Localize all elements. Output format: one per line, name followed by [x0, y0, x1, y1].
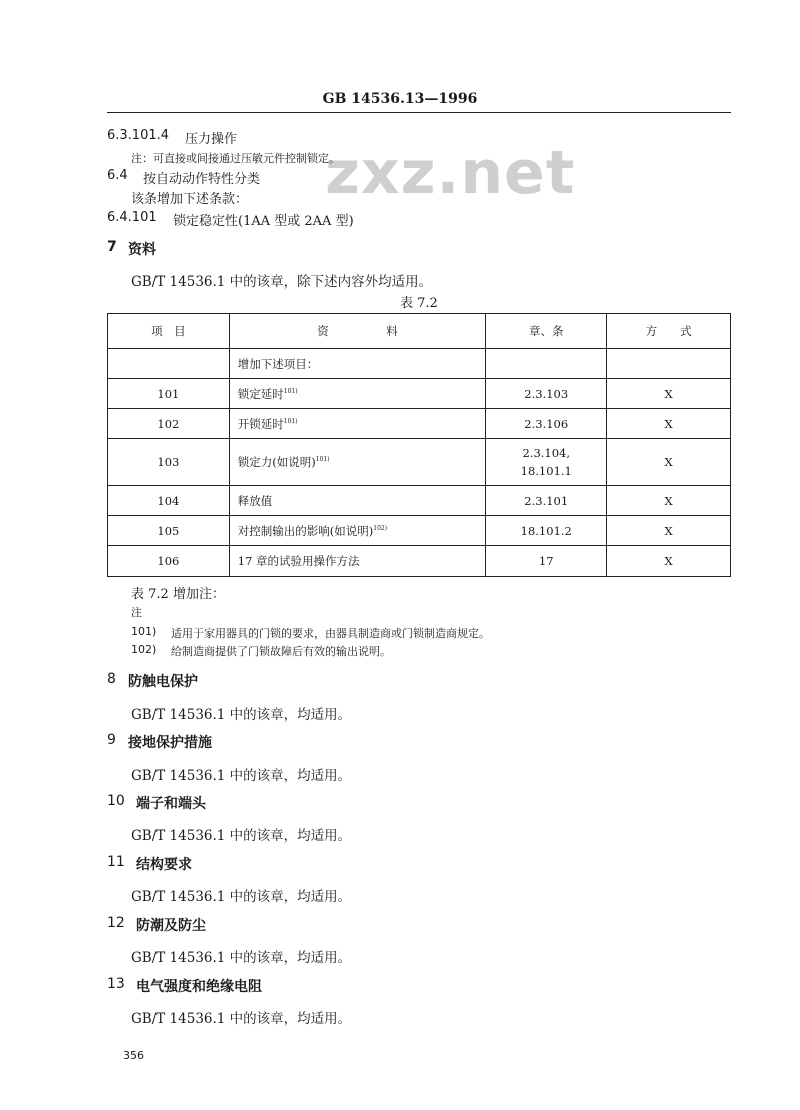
- row-info-text: 17 章的试验用操作方法: [237, 554, 360, 568]
- clause-6-4-text: 该条增加下述条款：: [131, 192, 249, 207]
- section-13-title: 电气强度和绝缘电阻: [136, 979, 262, 995]
- clause-6-4-title: 按自动动作特性分类: [143, 172, 261, 187]
- section-13-number: 13: [107, 976, 125, 992]
- header-item: 项 目: [108, 314, 230, 349]
- section-10-number: 10: [107, 793, 125, 809]
- row-method: X: [607, 516, 731, 546]
- clause-6-4-101-number: 6.4.101: [107, 210, 157, 225]
- table-7-2: [107, 313, 731, 577]
- clause-6-4-number: 6.4: [107, 168, 128, 183]
- row-info: [229, 409, 486, 439]
- section-7-paragraph: GB/T 14536.1 中的该章，除下述内容外均适用。: [131, 274, 433, 290]
- table-intro-row: [108, 349, 731, 379]
- table-row: [108, 486, 731, 516]
- section-10-title: 端子和端头: [136, 796, 206, 812]
- note-102-number: 102): [131, 643, 157, 656]
- document-header: GB 14536.13—1996: [322, 91, 478, 107]
- section-9-title: 接地保护措施: [128, 735, 212, 751]
- note-102-text: 给制造商提供了门锁故障后有效的输出说明。: [171, 645, 391, 658]
- row-info: [229, 379, 486, 409]
- row-footnote-ref: 101): [283, 417, 298, 425]
- row-method: X: [607, 546, 731, 577]
- section-11-number: 11: [107, 854, 125, 870]
- row-method: X: [607, 486, 731, 516]
- row-item: 104: [108, 486, 230, 516]
- section-8-number: 8: [107, 671, 116, 687]
- intro-text: 增加下述项目：: [229, 349, 486, 379]
- table-header-row: [108, 314, 731, 349]
- section-8-paragraph: GB/T 14536.1 中的该章，均适用。: [131, 707, 352, 723]
- table-row: [108, 516, 731, 546]
- header-clause: 章、条: [486, 314, 607, 349]
- row-clause: 2.3.103: [486, 379, 607, 409]
- section-7-number: 7: [107, 239, 117, 255]
- row-method: X: [607, 409, 731, 439]
- row-info-text: 释放值: [237, 493, 273, 508]
- table-row: [108, 546, 731, 577]
- section-9-number: 9: [107, 732, 116, 748]
- section-13-paragraph: GB/T 14536.1 中的该章，均适用。: [131, 1011, 352, 1027]
- row-item: 103: [108, 439, 230, 486]
- row-info-text: 锁定力(如说明): [237, 455, 316, 469]
- clause-6-4-101-title: 锁定稳定性(1AA 型或 2AA 型): [173, 214, 354, 229]
- row-footnote-ref: 102): [373, 524, 388, 532]
- row-clause: 2.3.101: [486, 486, 607, 516]
- note-label: 注: [131, 606, 142, 619]
- table-row: [108, 409, 731, 439]
- row-clause: 18.101.2: [486, 516, 607, 546]
- row-info: [229, 546, 486, 577]
- watermark: zxz.net: [325, 138, 576, 208]
- row-info-text: 对控制输出的影响(如说明): [237, 523, 374, 538]
- section-12-title: 防潮及防尘: [136, 918, 206, 934]
- row-footnote-ref: 101): [315, 456, 330, 463]
- row-info: [229, 516, 486, 546]
- section-11-paragraph: GB/T 14536.1 中的该章，均适用。: [131, 889, 352, 905]
- note-101-text: 适用于家用器具的门锁的要求，由器具制造商或门锁制造商规定。: [171, 627, 490, 640]
- section-7-title: 资料: [128, 242, 156, 258]
- clause-6-3-101-4-note: 注：可直接或间接通过压敏元件控制锁定。: [131, 152, 340, 165]
- clause-6-3-101-4-number: 6.3.101.4: [107, 128, 170, 143]
- row-info-text: 开锁延时: [237, 416, 284, 431]
- row-clause-line-1: 2.3.104,: [522, 446, 571, 460]
- row-clause: 17: [486, 546, 607, 577]
- row-item: 105: [108, 516, 230, 546]
- section-8-title: 防触电保护: [128, 674, 198, 690]
- row-info-text: 锁定延时: [237, 386, 284, 401]
- row-item: 102: [108, 409, 230, 439]
- row-item: 106: [108, 546, 230, 577]
- section-12-paragraph: GB/T 14536.1 中的该章，均适用。: [131, 950, 352, 966]
- section-9-paragraph: GB/T 14536.1 中的该章，均适用。: [131, 768, 352, 784]
- row-clause: [486, 439, 607, 486]
- table-caption: 表 7.2: [400, 296, 438, 311]
- row-clause: 2.3.106: [486, 409, 607, 439]
- note-101-number: 101): [131, 625, 157, 638]
- table-row: [108, 439, 731, 486]
- clause-6-3-101-4-title: 压力操作: [185, 132, 238, 147]
- header-rule: [107, 112, 731, 113]
- row-method: X: [607, 379, 731, 409]
- table-notes-title: 表 7.2 增加注：: [131, 587, 225, 602]
- row-info: [229, 439, 486, 486]
- table-row: [108, 379, 731, 409]
- row-clause-line-2: 18.101.1: [520, 464, 572, 478]
- header-info: 资 料: [229, 314, 486, 349]
- section-12-number: 12: [107, 915, 125, 931]
- page-number: 356: [123, 1049, 144, 1062]
- row-method: X: [607, 439, 731, 486]
- header-method: 方 式: [607, 314, 731, 349]
- row-footnote-ref: 101): [283, 387, 298, 395]
- section-11-title: 结构要求: [136, 857, 192, 873]
- row-info: [229, 486, 486, 516]
- row-item: 101: [108, 379, 230, 409]
- section-10-paragraph: GB/T 14536.1 中的该章，均适用。: [131, 828, 352, 844]
